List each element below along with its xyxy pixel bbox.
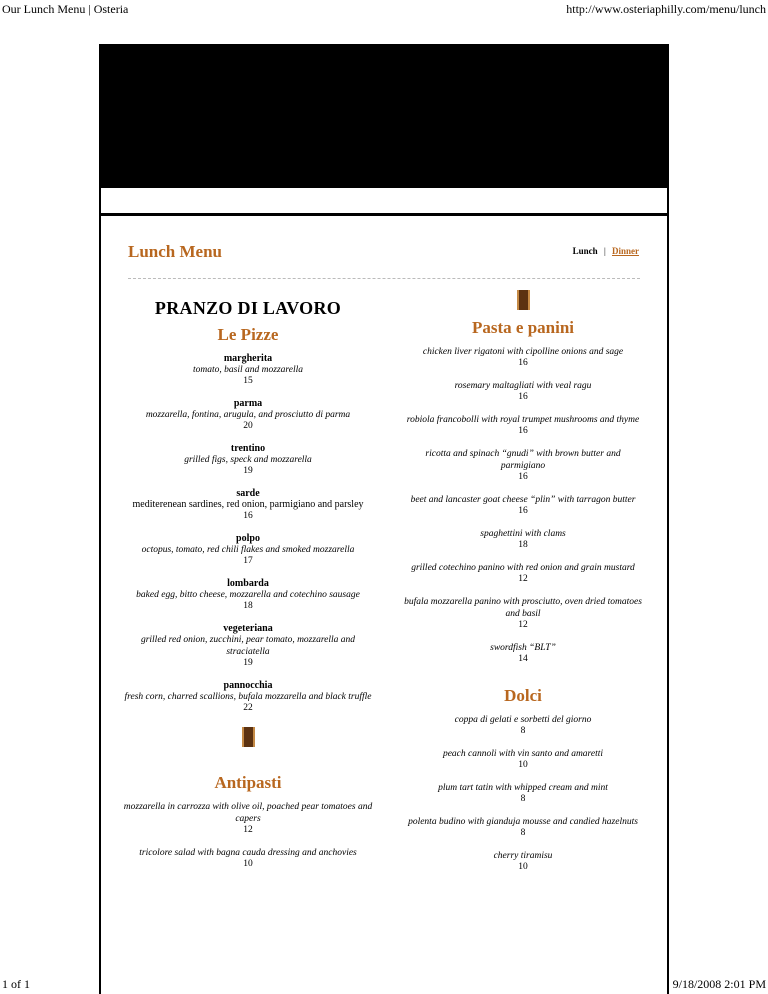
menu-item: [123, 533, 373, 566]
item-price: 16: [518, 392, 528, 402]
item-description: grilled figs, speck and mozzarella: [184, 455, 312, 465]
menu-item: [123, 578, 373, 611]
item-price: 15: [243, 376, 253, 386]
item-price: 12: [243, 825, 253, 835]
print-url: http://www.osteriaphilly.com/menu/lunch: [566, 2, 766, 16]
menu-item: [403, 714, 643, 736]
item-description: octopus, tomato, red chili flakes and smoked mozzarella: [141, 545, 355, 555]
item-price: 12: [518, 620, 528, 630]
item-description: bufala mozzarella panino with prosciutto, oven dried tomatoes and basil: [404, 597, 642, 619]
antipasti-list: [123, 801, 373, 869]
item-price: 14: [518, 654, 528, 664]
item-name: sarde: [236, 488, 260, 499]
menu-item: [403, 596, 643, 630]
menu-item: [403, 448, 643, 482]
item-price: 16: [518, 358, 528, 368]
item-price: 17: [243, 556, 253, 566]
menu-item: [403, 850, 643, 872]
item-price: 20: [243, 421, 253, 431]
menu-item: [123, 398, 373, 431]
ornament-bar-icon: [242, 727, 255, 747]
item-price: 10: [518, 862, 528, 872]
pasta-title: Pasta e panini: [471, 318, 575, 337]
menu-item: [123, 801, 373, 835]
print-page-count: 1 of 1: [2, 977, 30, 991]
right-column: [403, 290, 643, 884]
item-description: robiola francobolli with royal trumpet mushrooms and thyme: [406, 415, 640, 425]
item-description: chicken liver rigatoni with cipolline onions and sage: [422, 347, 624, 357]
item-price: 16: [518, 426, 528, 436]
print-page-title: Our Lunch Menu | Osteria: [2, 2, 129, 16]
header-banner: [101, 46, 667, 188]
dolci-title: Dolci: [504, 686, 542, 705]
item-price: 22: [243, 703, 253, 713]
pizze-title: Le Pizze: [217, 325, 279, 344]
item-description: tricolore salad with bagna cauda dressing and anchovies: [139, 848, 357, 858]
menu-item: [403, 528, 643, 550]
menu-item: [403, 380, 643, 402]
item-description: polenta budino with gianduja mousse and candied hazelnuts: [408, 817, 638, 827]
menu-item: [403, 782, 643, 804]
item-name: vegeteriana: [223, 623, 273, 634]
item-description: rosemary maltagliati with veal ragu: [454, 381, 592, 391]
item-price: 10: [518, 760, 528, 770]
menu-nav: [573, 246, 639, 256]
menu-item: [403, 346, 643, 368]
item-description: tomato, basil and mozzarella: [193, 365, 303, 375]
item-name: lombarda: [227, 578, 269, 589]
menu-item: [403, 414, 643, 436]
left-column: [123, 292, 373, 881]
item-description: ricotta and spinach “gnudi” with brown butter and parmigiano: [425, 449, 621, 471]
item-description: baked egg, bitto cheese, mozzarella and cotechino sausage: [136, 590, 360, 600]
item-description: fresh corn, charred scallions, bufala mozzarella and black truffle: [124, 692, 372, 702]
page-frame: [99, 44, 669, 994]
nav-lunch-current: Lunch: [572, 246, 598, 256]
print-header: [0, 0, 768, 18]
menu-item: [123, 623, 373, 668]
menu-item: [403, 642, 643, 664]
pranzo-heading: PRANZO DI LAVORO: [154, 298, 342, 318]
nav-separator: |: [603, 246, 606, 256]
menu-item: [123, 353, 373, 386]
item-price: 8: [520, 794, 526, 804]
menu-item: [123, 680, 373, 713]
item-price: 19: [243, 466, 253, 476]
item-price: 10: [243, 859, 253, 869]
pizze-list: [123, 353, 373, 713]
item-description: coppa di gelati e sorbetti del giorno: [454, 715, 592, 725]
antipasti-title: Antipasti: [214, 773, 282, 792]
pasta-list: [403, 346, 643, 664]
item-description: spaghettini with clams: [480, 529, 566, 539]
item-price: 12: [518, 574, 528, 584]
item-description: mozzarella in carrozza with olive oil, poached pear tomatoes and capers: [123, 802, 373, 824]
page-title: Lunch Menu: [128, 242, 222, 261]
item-price: 16: [518, 472, 528, 482]
print-datetime: 9/18/2008 2:01 PM: [672, 977, 766, 991]
menu-item: [123, 488, 373, 521]
item-price: 8: [520, 726, 526, 736]
nav-dinner-link[interactable]: Dinner: [612, 246, 639, 256]
item-description: beet and lancaster goat cheese “plin” with tarragon butter: [410, 495, 636, 505]
menu-item: [403, 562, 643, 584]
item-description: plum tart tatin with whipped cream and mint: [438, 783, 608, 793]
item-description: mozzarella, fontina, arugula, and prosciutto di parma: [145, 410, 351, 420]
menu-item: [123, 847, 373, 869]
item-name: margherita: [223, 353, 273, 364]
nav-strip: [101, 188, 667, 216]
item-name: parma: [233, 398, 263, 409]
item-price: 18: [243, 601, 253, 611]
item-name: polpo: [236, 533, 260, 544]
menu-item: [403, 494, 643, 516]
menu-item: [123, 443, 373, 476]
item-description: peach cannoli with vin santo and amaretti: [442, 749, 604, 759]
item-price: 19: [243, 658, 253, 668]
item-description: mediterenean sardines, red onion, parmigiano and parsley: [132, 499, 364, 510]
item-description: grilled red onion, zucchini, pear tomato, mozzarella and straciatella: [140, 635, 356, 657]
item-description: swordfish “BLT”: [490, 643, 556, 653]
menu-item: [403, 748, 643, 770]
item-price: 16: [243, 511, 253, 521]
menu-item: [403, 816, 643, 838]
item-name: pannocchia: [223, 680, 273, 691]
item-price: 18: [518, 540, 528, 550]
item-description: grilled cotechino panino with red onion and grain mustard: [411, 563, 635, 573]
dolci-list: [403, 714, 643, 872]
item-price: 8: [520, 828, 526, 838]
print-footer: [0, 976, 768, 994]
ornament-bar-icon: [517, 290, 530, 310]
item-price: 16: [518, 506, 528, 516]
item-description: cherry tiramisu: [493, 851, 553, 861]
item-name: trentino: [230, 443, 266, 454]
dashed-divider: [128, 278, 640, 279]
